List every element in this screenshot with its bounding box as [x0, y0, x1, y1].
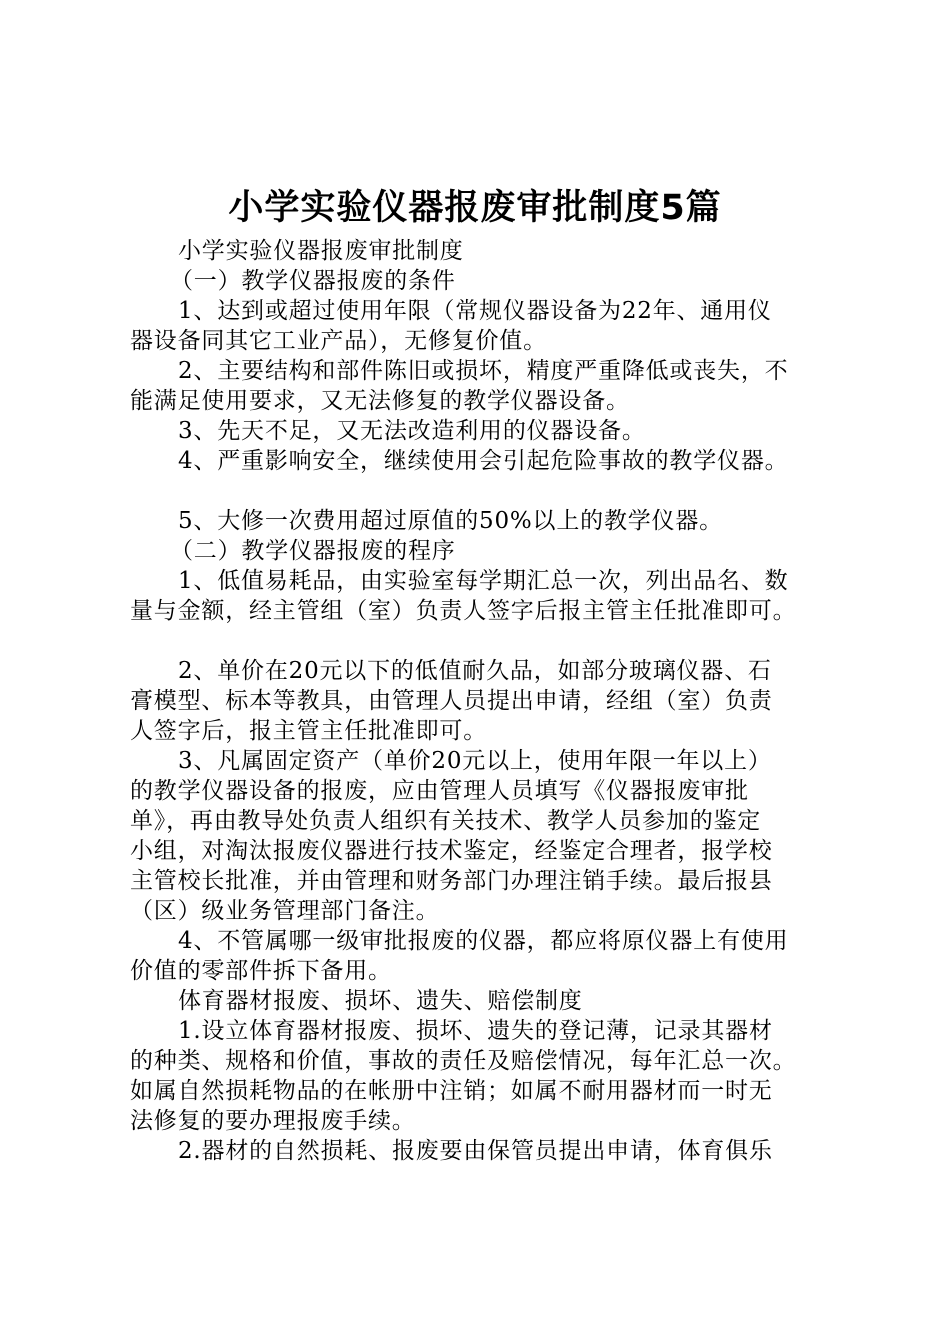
paragraph-line: 1.设立体育器材报废、损坏、遗失的登记薄，记录其器材 [178, 1018, 773, 1044]
blank-line [130, 626, 838, 656]
paragraph-line: 膏模型、标本等教具，由管理人员提出申请，经组（室）负责 [130, 688, 773, 714]
paragraph-line: 器设备同其它工业产品），无修复价值。 [130, 328, 547, 354]
paragraph-line: 4、严重影响安全，继续使用会引起危险事故的教学仪器。 [178, 448, 789, 474]
paragraph-line: 小学实验仪器报废审批制度 [178, 238, 464, 264]
section-heading: （二）教学仪器报废的程序 [170, 538, 456, 564]
document-title: 小学实验仪器报废审批制度5篇 [228, 188, 722, 228]
paragraph-line: 能满足使用要求，又无法修复的教学仪器设备。 [130, 388, 630, 414]
paragraph-line: 小组，对淘汰报废仪器进行技术鉴定，经鉴定合理者，报学校 [130, 838, 773, 864]
paragraph-line: 2、单价在20元以下的低值耐久品，如部分玻璃仪器、石 [178, 658, 772, 684]
paragraph-line: 5、大修一次费用超过原值的50%以上的教学仪器。 [178, 508, 723, 534]
paragraph-line: 3、凡属固定资产（单价20元以上，使用年限一年以上） [178, 748, 772, 774]
paragraph-line: 的教学仪器设备的报废，应由管理人员填写《仪器报废审批 [130, 778, 749, 804]
paragraph-line: 量与金额，经主管组（室）负责人签字后报主管主任批准即可。 [130, 598, 797, 624]
section-heading: （一）教学仪器报废的条件 [170, 268, 456, 294]
paragraph-line: 3、先天不足，又无法改造利用的仪器设备。 [178, 418, 646, 444]
paragraph-line: （区）级业务管理部门备注。 [130, 898, 440, 924]
paragraph-line: 人签字后，报主管主任批准即可。 [130, 718, 487, 744]
document-body [130, 236, 838, 1166]
paragraph-line: 价值的零部件拆下备用。 [130, 958, 392, 984]
paragraph-line: 主管校长批准，并由管理和财务部门办理注销手续。最后报县 [130, 868, 773, 894]
paragraph-line: 的种类、规格和价值，事故的责任及赔偿情况，每年汇总一次。 [130, 1048, 797, 1074]
paragraph-line: 1、达到或超过使用年限（常规仪器设备为22年、通用仪 [178, 298, 772, 324]
blank-line [130, 476, 838, 506]
paragraph-line: 如属自然损耗物品的在帐册中注销；如属不耐用器材而一时无 [130, 1078, 773, 1104]
section-heading: 体育器材报废、损坏、遗失、赔偿制度 [178, 988, 583, 1014]
paragraph-line: 法修复的要办理报废手续。 [130, 1108, 416, 1134]
paragraph-line: 单》，再由教导处负责人组织有关技术、教学人员参加的鉴定 [130, 808, 762, 834]
paragraph-line: 4、不管属哪一级审批报废的仪器，都应将原仪器上有使用 [178, 928, 789, 954]
paragraph-line: 2、主要结构和部件陈旧或损坏，精度严重降低或丧失，不 [178, 358, 789, 384]
paragraph-line: 2.器材的自然损耗、报废要由保管员提出申请，体育俱乐 [178, 1138, 773, 1164]
paragraph-line: 1、低值易耗品，由实验室每学期汇总一次，列出品名、数 [178, 568, 789, 594]
